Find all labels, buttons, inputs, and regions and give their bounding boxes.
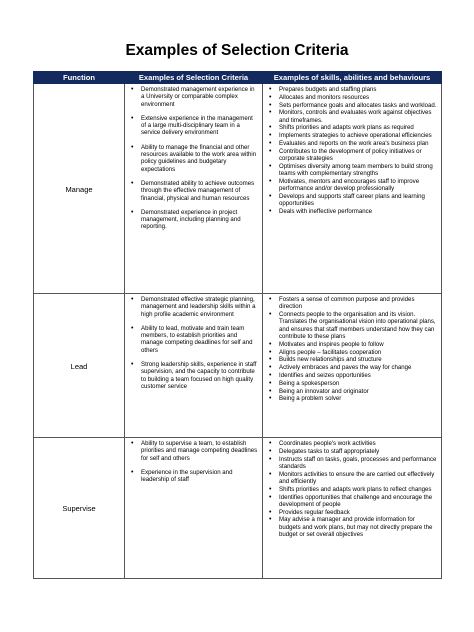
list-item: • Extensive experience in the management of a large multi-disciplinary team in a service delivery environment: [128, 115, 259, 137]
list-item: • Connects people to the organisation and its vision. Translates the organisational vision into operational plans, and ensures that staff members understand how they can contribute to these plans: [266, 311, 438, 340]
list-item: • Shifts priorities and adapts work plans as required: [266, 124, 438, 131]
list-item: • Shifts priorities and adapts work plans to reflect changes: [266, 486, 438, 493]
list-item: • Ability to manage the financial and other resources available to the work area within policy guidelines and budgetary expectations: [128, 144, 259, 173]
list-item: • Implements strategies to achieve operational efficiencies: [266, 132, 438, 139]
header-selection-criteria: Examples of Selection Criteria: [125, 72, 263, 84]
list-item: • Motivates, mentors and encourages staff to improve performance and/or develop professionally: [266, 178, 438, 193]
list-item: • Identifies opportunities that challenge and encourage the development of people: [266, 494, 438, 509]
list-item: • Aligns people – facilitates cooperation: [266, 349, 438, 356]
header-skills: Examples of skills, abilities and behaviours: [263, 72, 442, 84]
criteria-list: [128, 440, 259, 483]
function-cell-manage: Manage: [34, 84, 125, 294]
list-item: • Prepares budgets and staffing plans: [266, 86, 438, 93]
list-item: • Sets performance goals and allocates tasks and workload.: [266, 102, 438, 109]
table-row-manage: [34, 84, 442, 294]
list-item: • Coordinates people's work activities: [266, 440, 438, 447]
function-cell-lead: Lead: [34, 294, 125, 438]
header-function: Function: [34, 72, 125, 84]
list-item: • Demonstrated effective strategic planning, management and leadership skills within a high profile academic environment: [128, 296, 259, 318]
criteria-cell-lead: [125, 294, 263, 438]
list-item: • Builds new relationships and structure: [266, 356, 438, 363]
list-item: • Develops and supports staff career plans and learning opportunities: [266, 193, 438, 208]
list-item: • Evaluates and reports on the work area's business plan: [266, 140, 438, 147]
selection-criteria-table: [33, 71, 442, 579]
criteria-cell-supervise: [125, 438, 263, 579]
criteria-list: [128, 86, 259, 231]
list-item: • Strong leadership skills, experience in staff supervision, and the capacity to contribute to building a team focused on high quality customer service: [128, 361, 259, 390]
list-item: • Deals with ineffective performance: [266, 208, 438, 215]
list-item: • Demonstrated ability to achieve outcomes through the effective management of financial, physical and human resources: [128, 180, 259, 202]
skills-cell-manage: [263, 84, 442, 294]
list-item: • Fosters a sense of common purpose and provides direction: [266, 296, 438, 311]
list-item: • Actively embraces and paves the way for change: [266, 364, 438, 371]
list-item: • Instructs staff on tasks, goals, processes and performance standards: [266, 456, 438, 471]
skills-list: [266, 440, 438, 538]
function-cell-supervise: Supervise: [34, 438, 125, 579]
skills-cell-lead: [263, 294, 442, 438]
list-item: • Identifies and seizes opportunities: [266, 372, 438, 379]
criteria-list: [128, 296, 259, 390]
list-item: • Experience in the supervision and leadership of staff: [128, 469, 259, 484]
table-row-supervise: [34, 438, 442, 579]
list-item: • Demonstrated experience in project management, including planning and reporting.: [128, 209, 259, 231]
list-item: • Being an innovator and originator: [266, 388, 438, 395]
list-item: • Ability to lead, motivate and train team members, to establish priorities and manage competing deadlines for self and others: [128, 325, 259, 354]
skills-list: [266, 296, 438, 403]
list-item: • Monitors, controls and evaluates work against objectives and timeframes.: [266, 109, 438, 124]
list-item: • Being a spokesperson: [266, 380, 438, 387]
skills-list: [266, 86, 438, 216]
list-item: • Ability to supervise a team, to establish priorities and manage competing deadlines for self and others: [128, 440, 259, 462]
skills-cell-supervise: [263, 438, 442, 579]
list-item: • Demonstrated management experience in a University or comparable complex environment: [128, 86, 259, 108]
list-item: • Optimises diversity among team members to build strong teams with complementary strengths: [266, 163, 438, 178]
list-item: • Delegates tasks to staff appropriately: [266, 448, 438, 455]
list-item: • Allocates and monitors resources: [266, 94, 438, 101]
table-header-row: [34, 72, 442, 84]
list-item: • May advise a manager and provide information for budgets and work plans, but may not directly prepare the budget or set overall objectives: [266, 516, 438, 538]
list-item: • Being a problem solver: [266, 395, 438, 402]
table-row-lead: [34, 294, 442, 438]
list-item: • Monitors activities to ensure the are carried out effectively and efficiently: [266, 471, 438, 486]
list-item: • Provides regular feedback: [266, 509, 438, 516]
criteria-cell-manage: [125, 84, 263, 294]
list-item: • Motivates and inspires people to follow: [266, 341, 438, 348]
list-item: • Contributes to the development of policy initiatives or corporate strategies: [266, 148, 438, 163]
page-title: Examples of Selection Criteria: [125, 42, 349, 59]
